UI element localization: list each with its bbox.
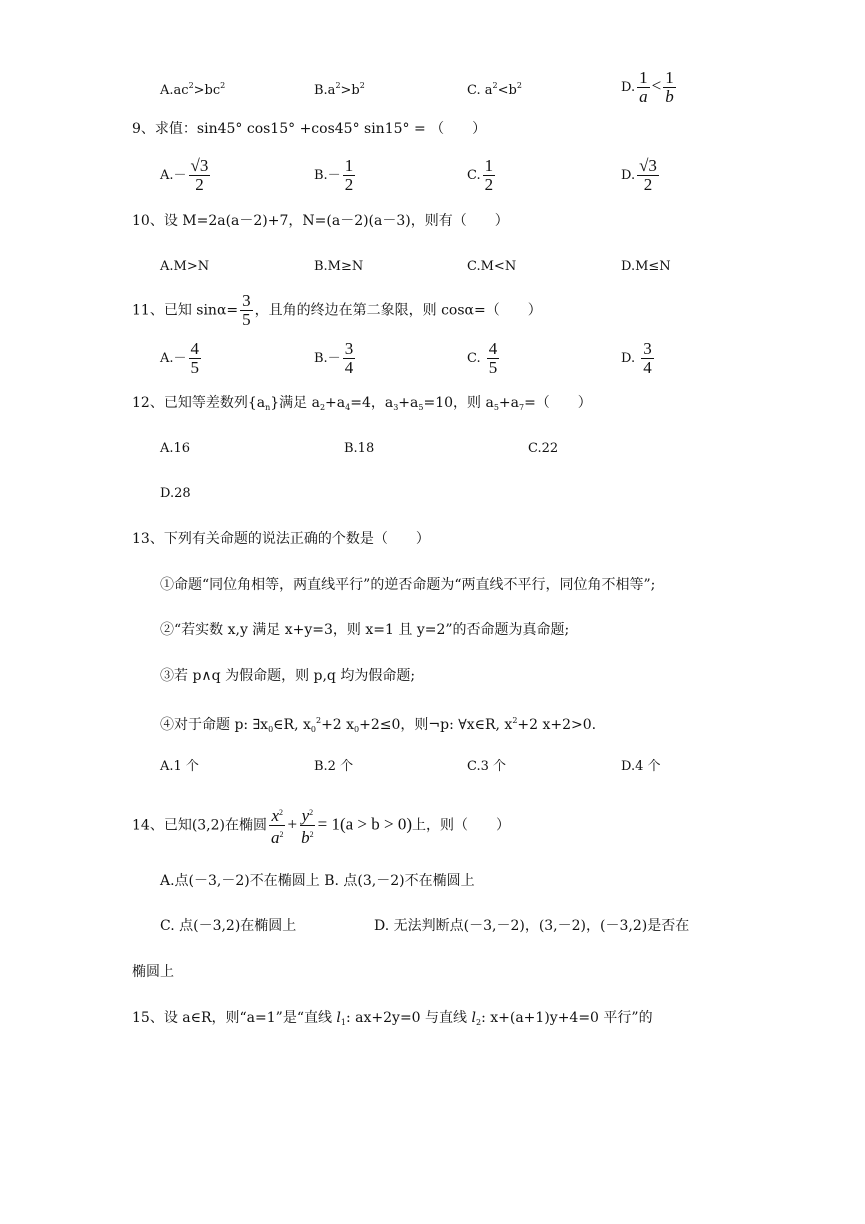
q11-option-c: C. $\frac{4}{5}$ [467, 339, 498, 377]
q13-item-2: ②“若实数 x,y 满足 x+y=3，则 x=1 且 y=2”的否命题为真命题; [160, 622, 570, 638]
q12-option-c: C.22 [528, 441, 559, 456]
q13-option-a: A.1 个 [160, 759, 199, 774]
q12-stem: 12、已知等差数列$\{a_n\}$满足 $a_2+a_4=4$，$a_3+a_5=10$，则 $a_5+a_7=$（ ） [132, 395, 592, 412]
q13-item-1: ①命题“同位角相等，两直线平行”的逆否命题为“两直线不平行，同位角不相等”; [160, 577, 656, 593]
q13-item-4: ④对于命题 p: $\exists x_0\in R$, $x_0^2+2$ $x_0+2\le 0$，则¬p: ∀x∈R, $x^2+2$ x+2>0. [160, 716, 597, 734]
q11-option-d: D. $\frac{3}{4}$ [621, 339, 652, 377]
q10-stem: 10、设 M=2a(a－2)+7，N=(a－2)(a－3)，则有（ ） [132, 213, 509, 229]
q13-option-d: D.4 个 [621, 759, 661, 774]
q10-option-b: B.M≥N [314, 259, 364, 274]
q8-option-a: $A.ac^2>bc^2$ [160, 81, 226, 98]
q12-option-a: A.16 [160, 441, 191, 456]
q9-option-c: C. $\frac{1}{2}$ [467, 156, 494, 194]
q14-option-c: C. 点(－3,2)在椭圆上 [160, 918, 297, 934]
q13-option-c: C.3 个 [467, 759, 507, 774]
q14-option-a-b: A.点(－3,－2)不在椭圆上 B. 点(3,－2)不在椭圆上 [160, 873, 475, 889]
q13-item-3: ③若 p∧q 为假命题，则 p,q 均为假命题; [160, 668, 416, 684]
q10-option-d: D.M≤N [621, 259, 671, 274]
q15-stem: 15、设 a∈R，则“a=1”是“直线 $l_1$: ax+2y=0 与直线 $l_2$: x+(a+1)y+4=0 平行”的 [132, 1010, 653, 1027]
q11-stem: 11、已知 sinα= $\frac{3}{5}$ ，且角的终边在第二象限，则 cosα=（ ） [132, 291, 542, 329]
q8-option-d: D. $\frac{1}{a}$ < $\frac{1}{b}$ [621, 68, 674, 106]
q14-option-d: D. 无法判断点(－3,－2)，(3,－2)，(－3,2)是否在 [374, 918, 690, 934]
q13-stem: 13、下列有关命题的说法正确的个数是（ ） [132, 531, 430, 547]
q9-option-a: A.－ $\frac{√3}{2}$ [160, 156, 209, 194]
q11-option-a: A.－ $\frac{4}{5}$ [160, 339, 200, 377]
q8-option-c: C. $a^2<b^2$ [467, 81, 522, 98]
q9-option-d: D. $\frac{√3}{2}$ [621, 156, 657, 194]
q12-option-d: D.28 [160, 486, 191, 501]
q14-option-d-cont: 椭圆上 [132, 964, 174, 980]
q8-option-b: $B.a^2>b^2$ [314, 81, 365, 98]
q12-option-b: B.18 [344, 441, 375, 456]
q11-option-b: B.－ $\frac{3}{4}$ [314, 339, 354, 377]
q10-option-c: C.M<N [467, 259, 517, 274]
q10-option-a: A.M>N [160, 259, 210, 274]
q9-option-b: B.－ $\frac{1}{2}$ [314, 156, 354, 194]
q14-stem: 14、已知(3,2)在椭圆 $\frac{x^2}{a^2}$ + $\frac{y^2}{b^2}$ = 1(a > b > 0)上，则（ ） [132, 806, 510, 847]
q9-stem: 9、求值：sin45° cos15° +cos45° sin15° = （ ） [132, 121, 487, 137]
q13-option-b: B.2 个 [314, 759, 354, 774]
